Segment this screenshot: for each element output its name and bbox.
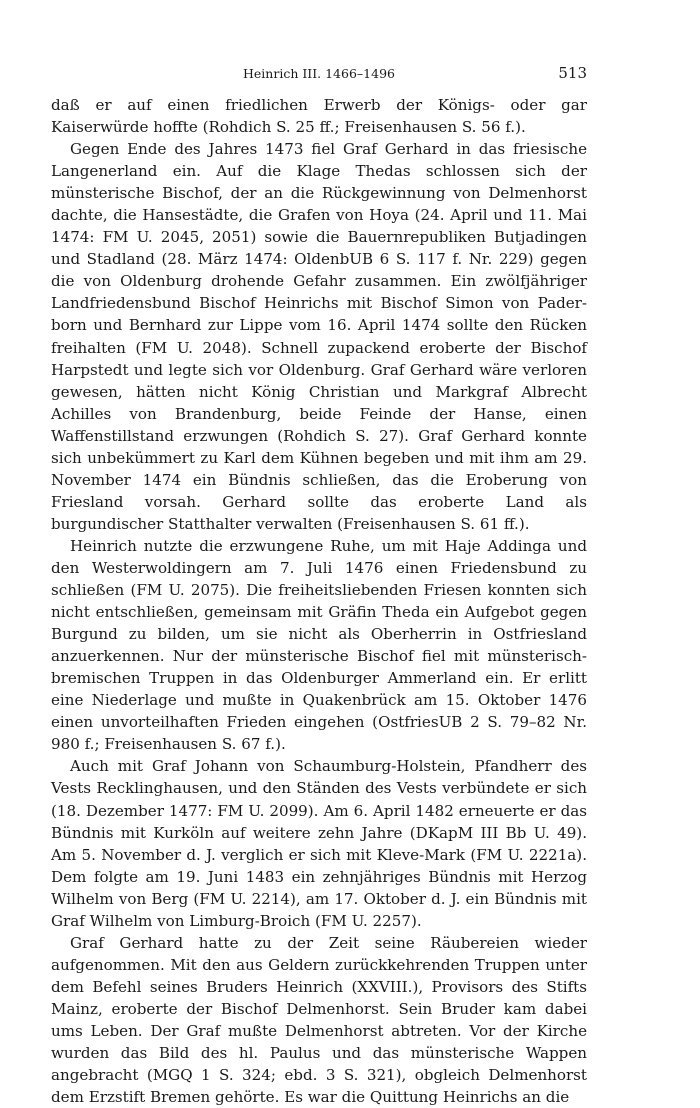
page-number: 513 <box>558 64 587 82</box>
paragraph: Heinrich nutzte die erzwungene Ruhe, um mit Haje Addinga und den Westerwoldingern am 7. Juli 1476 einen Friedensbund zu schließen (FM U. 2075). Die freiheitsliebenden Friesen konnten sich nicht entschließen, gemeinsam mit Gräfin Theda ein Aufgebot gegen Burgund zu bilden, um sie nicht als Oberherrin in Ostfriesland anzuerkennen. Nur der münsterische Bischof fiel mit münsterisch-bremischen Truppen in das Oldenburger Ammerland ein. Er erlitt eine Niederlage und mußte in Quakenbrück am 15. Oktober 1476 einen unvorteilhaften Frieden eingehen (OstfriesUB 2 S. 79–82 Nr. 980 f.; Freisenhausen S. 67 f.). <box>51 536 587 754</box>
paragraph: Gegen Ende des Jahres 1473 fiel Graf Gerhard in das friesische Langenerland ein. Auf die Klage Thedas schlossen sich der münsterische Bischof, der an die Rückgewinnung von Delmenhorst dachte, die Hansestädte, die Grafen von Hoya (24. April und 11. Mai 1474: FM U. 2045, 2051) sowie die Bauernrepubliken Butjadingen und Stadland (28. März 1474: OldenbUB 6 S. 117 f. Nr. 229) gegen die von Oldenburg drohende Gefahr zusammen. Ein zwölfjähriger Landfriedensbund Bischof Heinrichs mit Bischof Simon von Paderborn und Bernhard zur Lippe vom 16. April 1474 sollte den Rücken freihalten (FM U. 2048). Schnell zupackend eroberte der Bischof Harpstedt und legte sich vor Oldenburg. Graf Gerhard wäre verloren gewesen, hätten nicht König Christian und Markgraf Albrecht Achilles von Brandenburg, beide Feinde der Hanse, einen Waffenstillstand erzwungen (Rohdich S. 27). Graf Gerhard konnte sich unbekümmert zu Karl dem Kühnen begeben und mit ihm am 29. November 1474 ein Bündnis schließen, das die Eroberung von Friesland vorsah. Gerhard sollte das eroberte Land als burgundischer Statthalter verwalten (Freisenhausen S. 61 ff.). <box>51 140 587 533</box>
paragraph: Graf Gerhard hatte zu der Zeit seine Räubereien wieder aufgenommen. Mit den aus Geldern zurückkehrenden Truppen unter dem Befehl seines Bruders Heinrich (XXVIII.), Provisors des Stifts Mainz, eroberte der Bischof Delmenhorst. Sein Bruder kam dabei ums Leben. Der Graf mußte Delmenhorst abtreten. Vor der Kirche wurden das Bild des hl. Paulus und das münsterische Wappen angebracht (MGQ 1 S. 324; ebd. 3 S. 321), obgleich Delmenhorst dem Erzstift Bremen gehörte. Es war die Quittung Heinrichs an die <box>51 933 587 1107</box>
paragraph: Auch mit Graf Johann von Schaumburg-Holstein, Pfandherr des Vests Recklinghausen, und den Ständen des Vests verbündete er sich (18. Dezember 1477: FM U. 2099). Am 6. April 1482 erneuerte er das Bündnis mit Kurköln auf weitere zehn Jahre (DKapM III Bb U. 49). Am 5. November d. J. verglich er sich mit Kleve-Mark (FM U. 2221a). Dem folgte am 19. Juni 1483 ein zehnjähriges Bündnis mit Herzog Wilhelm von Berg (FM U. 2214), am 17. Oktober d. J. ein Bündnis mit Graf Wilhelm von Limburg-Broich (FM U. 2257). <box>51 757 587 930</box>
page-header <box>51 64 587 86</box>
running-title: Heinrich III. 1466–1496 <box>243 66 395 81</box>
paragraph: daß er auf einen friedlichen Erwerb der Königs- oder gar Kaiserwürde hoffte (Rohdich S. 25 ff.; Freisenhausen S. 56 f.). <box>51 96 587 137</box>
body-text <box>51 94 587 1108</box>
